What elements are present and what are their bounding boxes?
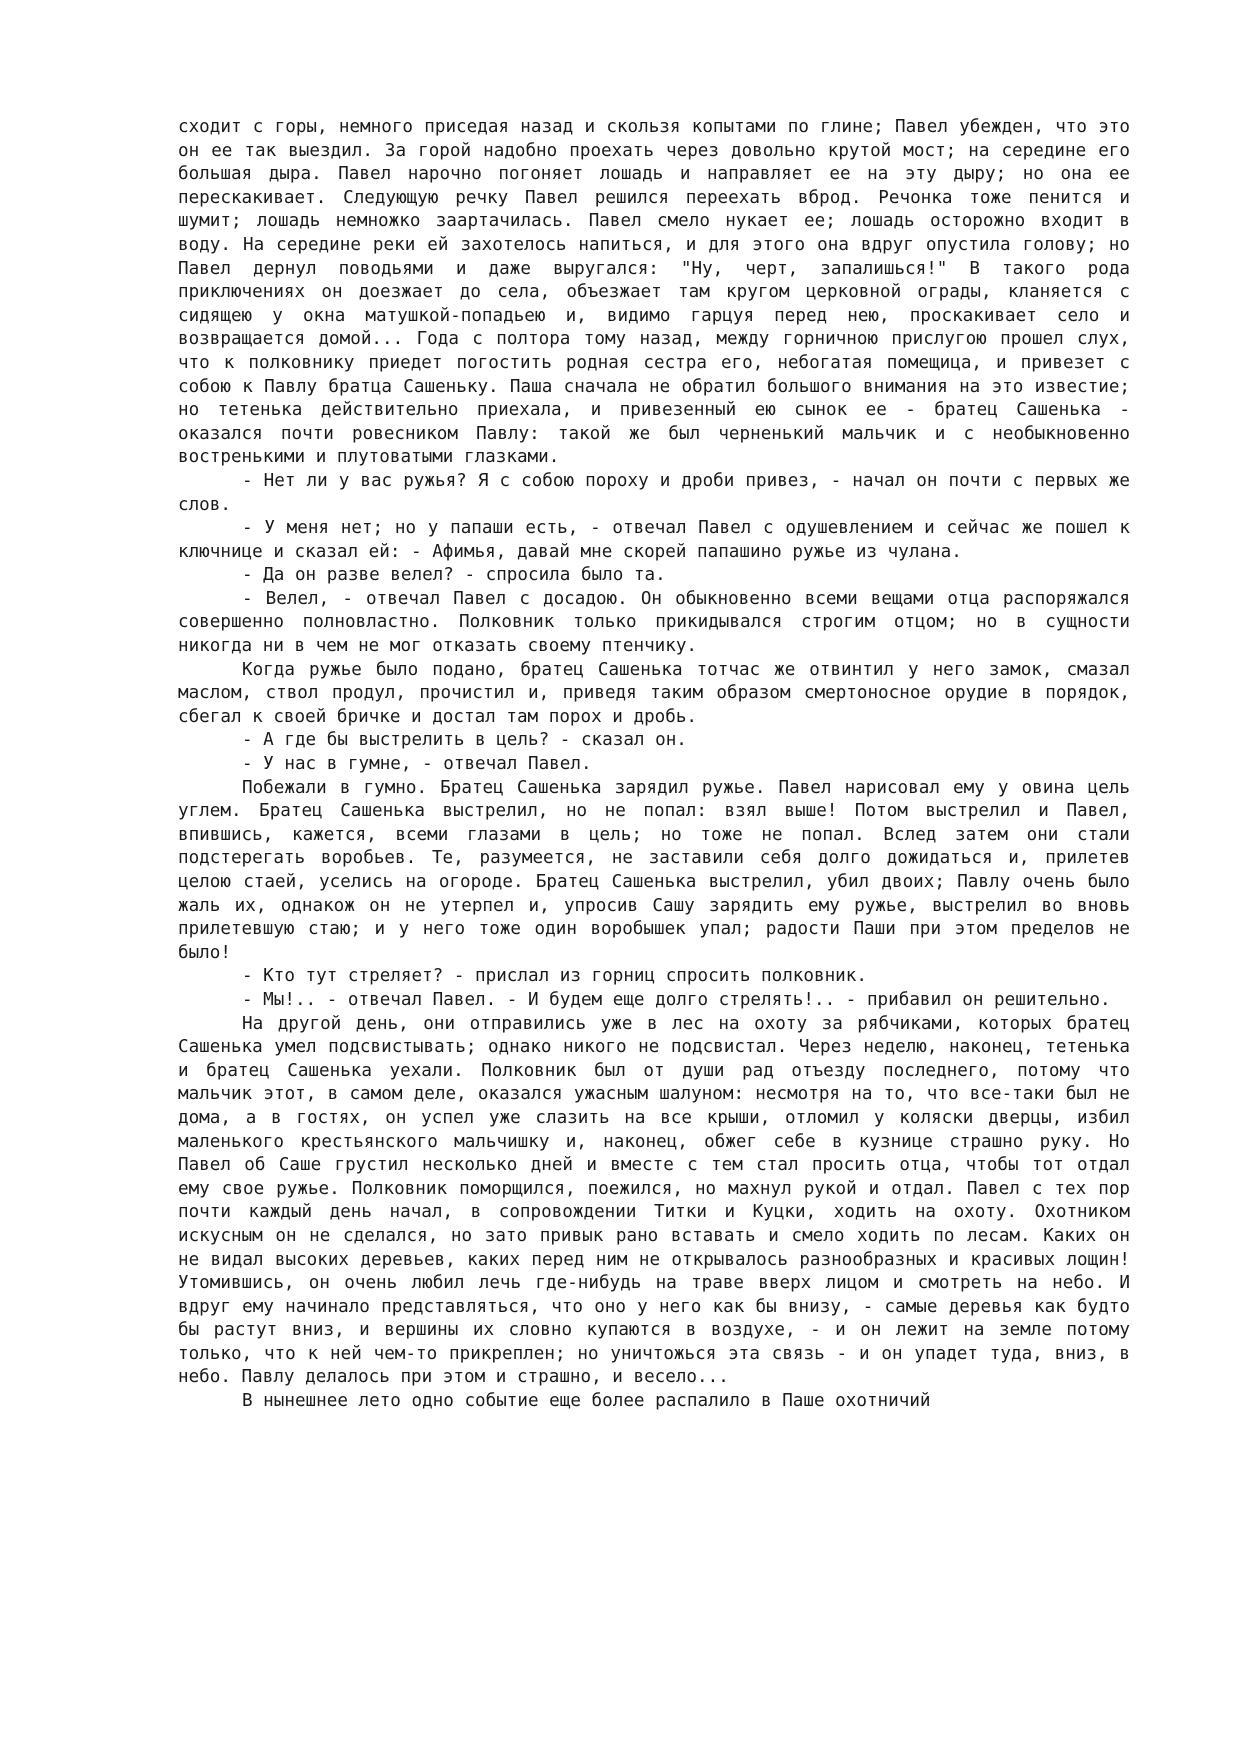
paragraph-dialogue: - У нас в гумне, - отвечал Павел.	[242, 754, 592, 775]
paragraph-dialogue: - Да он разве велел? - спросила было та.	[242, 565, 666, 586]
paragraph-dialogue: - А где бы выстрелить в цель? - сказал он.	[242, 730, 687, 751]
paragraph: Когда ружье было подано, братец Сашенька тотчас же отвинтил у него замок, смазал маслом, ствол продул, прочистил и, приведя таким образом смертоносное орудие в порядок, сбегал к своей бричке и достал там порох и дробь.	[178, 659, 1130, 727]
paragraph-dialogue: - Нет ли у вас ружья? Я с собою пороху и дроби привез, - начал он почти с первых же слов.	[178, 470, 1130, 515]
paragraph: Побежали в гумно. Братец Сашенька зарядил ружье. Павел нарисовал ему у овина цель углем. Братец Сашенька выстрелил, но не попал: взял выше! Потом выстрелил и Павел, впившись, кажется, всеми глазами в цель; но тоже не попал. Вслед затем они стали подстерегать воробьев. Те, разумеется, не заставили себя долго дожидаться и, прилетев целою стаей, уселись на огороде. Братец Сашенька выстрелил, убил двоих; Павлу очень было жаль их, однакож он не утерпел и, упросив Сашу зарядить ему ружье, выстрелил во вновь прилетевшую стаю; и у него тоже один воробышек упал; радости Паши при этом пределов не было!	[178, 777, 1130, 963]
paragraph-continued: сходит с горы, немного приседая назад и скользя копытами по глине; Павел убежден, что это он ее так выездил. За горой надобно проехать через довольно крутой мост; на середине его большая дыра. Павел нарочно погоняет лошадь и направляет ее на эту дыру; но она ее перескакивает. Следующую речку Павел решился переехать вброд. Речонка тоже пенится и шумит; лошадь немножко заартачилась. Павел смело нукает ее; лошадь осторожно входит в воду. На середине реки ей захотелось напиться, и для этого она вдруг опустила голову; но Павел дернул поводьями и даже выругался: "Ну, черт, запалишься!" В такого рода приключениях он доезжает до села, объезжает там кругом церковной ограды, кланяется с сидящею у окна матушкой-попадьею и, видимо гарцуя перед нею, проскакивает село и возвращается домой... Года с полтора тому назад, между горничною прислугою прошел слух, что к полковнику приедет погостить родная сестра его, небогатая помещица, и привезет с собою к Павлу братца Сашеньку. Паша сначала не обратил большого внимания на это известие; но тетенька действительно приехала, и привезенный ею сынок ее - братец Сашенька - оказался почти ровесником Павлу: такой же был черненький мальчик и с необыкновенно востренькими и плутоватыми глазками.	[178, 117, 1130, 468]
paragraph-dialogue: - Мы!.. - отвечал Павел. - И будем еще долго стрелять!.. - прибавил он решительно.	[242, 989, 1111, 1010]
paragraph-dialogue: - Кто тут стреляет? - прислал из горниц спросить полковник.	[242, 966, 867, 987]
paragraph: На другой день, они отправились уже в лес на охоту за рябчиками, которых братец Сашенька умел подсвистывать; однако никого не подсвистал. Через неделю, наконец, тетенька и братец Сашенька уехали. Полковник был от души рад отъезду последнего, потому что мальчик этот, в самом деле, оказался ужасным шалуном: несмотря на то, что все-таки был не дома, а в гостях, он успел уже слазить на все крыши, отломил у коляски дверцы, избил маленького крестьянского мальчишку и, наконец, обжег себе в кузнице страшно руку. Но Павел об Саше грустил несколько дней и вместе с тем стал просить отца, чтобы тот отдал ему свое ружье. Полковник поморщился, поежился, но махнул рукой и отдал. Павел с тех пор почти каждый день начал, в сопровождении Титки и Куцки, ходить на охоту. Охотником искусным он не сделался, но зато привык рано вставать и смело ходить по лесам. Каких он не видал высоких деревьев, каких перед ним не открывалось разнообразных и красивых лощин! Утомившись, он очень любил лечь где-нибудь на траве вверх лицом и смотреть на небо. И вдруг ему начинало представляться, что оно у него как бы внизу, - самые деревья как будто бы растут вниз, и вершины их словно купаются в воздухе, - и он лежит на земле потому только, что к ней чем-то прикреплен; но уничтожься эта связь - и он упадет туда, вниз, в небо. Павлу делалось при этом и страшно, и весело...	[178, 1013, 1130, 1388]
paragraph-dialogue: - У меня нет; но у папаши есть, - отвечал Павел с одушевлением и сейчас же пошел к ключнице и сказал ей: - Афимья, давай мне скорей папашино ружье из чулана.	[178, 518, 1130, 562]
paragraph-last: В нынешнее лето одно событие еще более распалило в Паше охотничий	[242, 1391, 931, 1412]
body-text	[178, 116, 1130, 1414]
paragraph-dialogue: - Велел, - отвечал Павел с досадою. Он обыкновенно всеми вещами отца распоряжался совершенно полновластно. Полковник только прикидывался строгим отцом; но в сущности никогда ни в чем не мог отказать своему птенчику.	[178, 588, 1130, 657]
